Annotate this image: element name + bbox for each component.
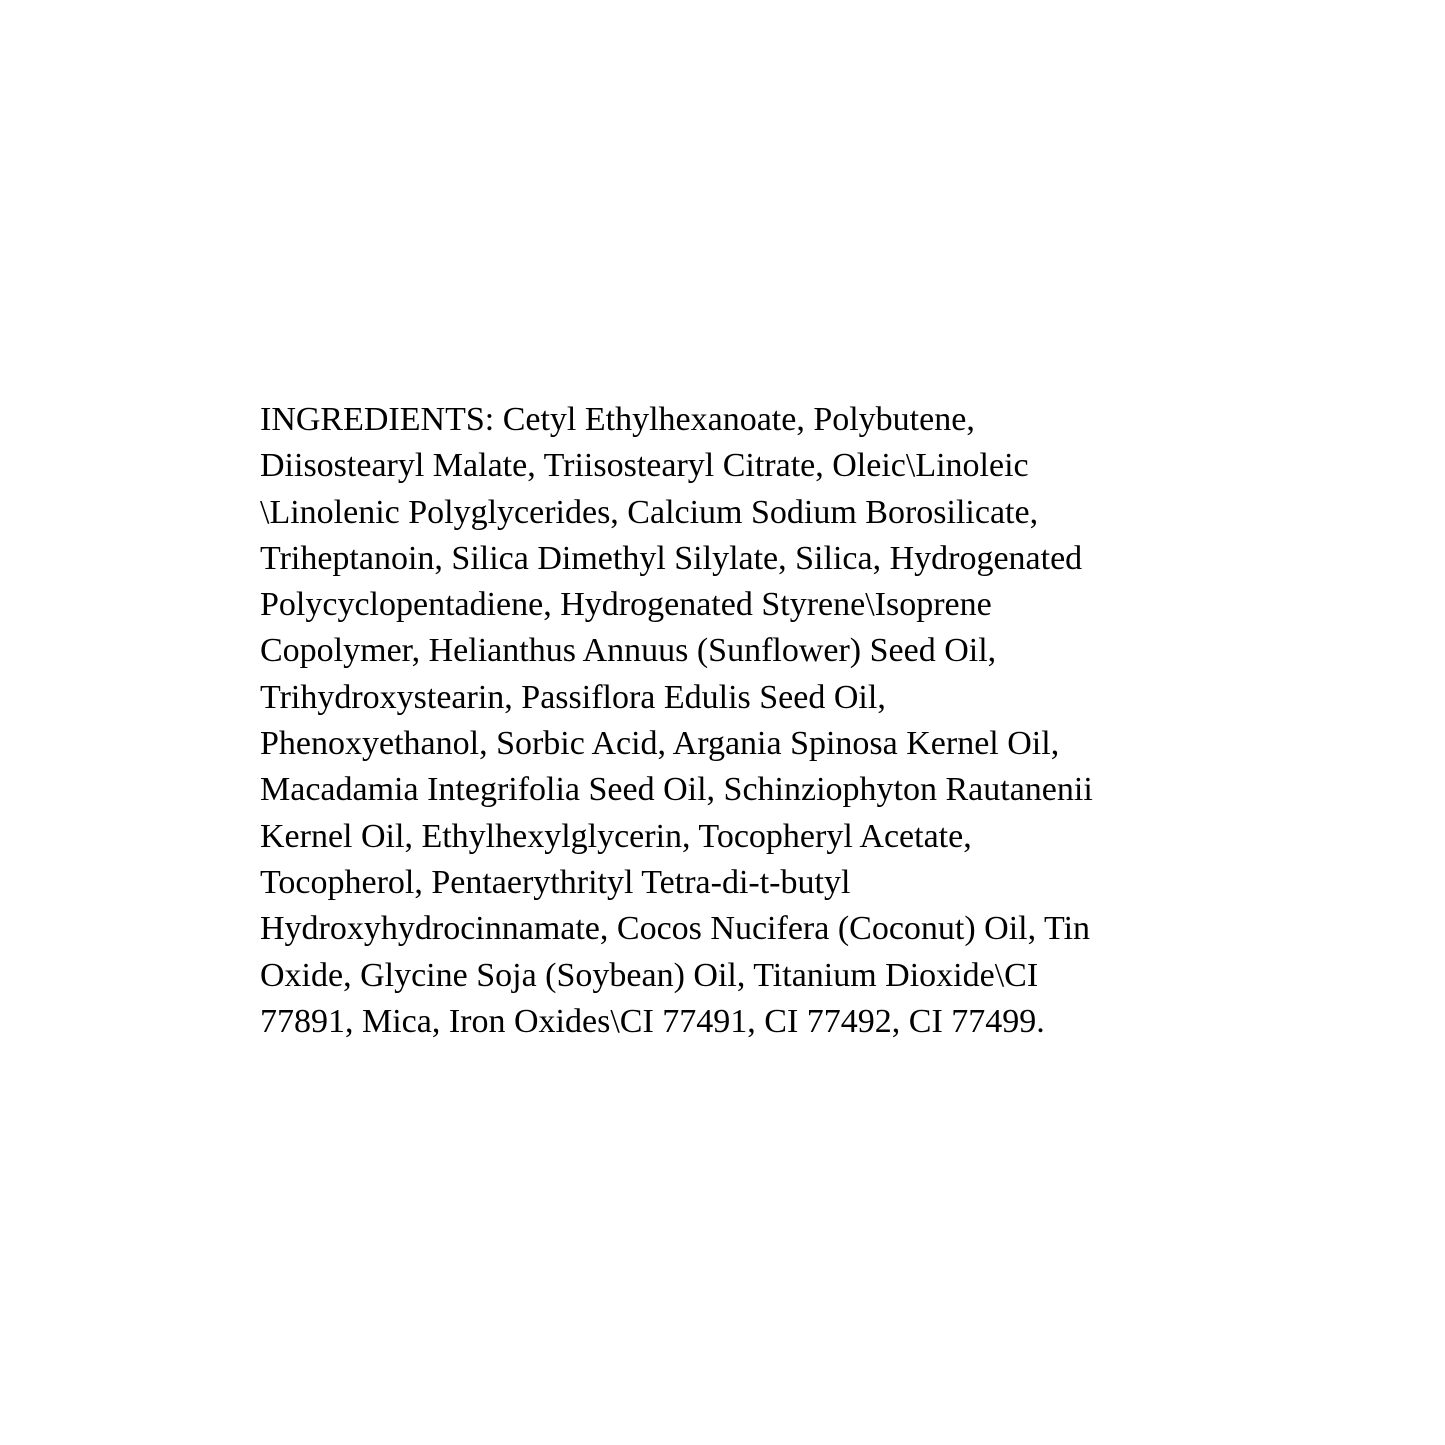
ingredients-line: Diisostearyl Malate, Triisostearyl Citrate, Oleic\Linoleic <box>260 447 1029 485</box>
ingredients-line: \Linolenic Polyglycerides, Calcium Sodium Borosilicate, <box>260 493 1039 531</box>
ingredients-line: Oxide, Glycine Soja (Soybean) Oil, Titanium Dioxide\CI <box>260 956 1039 994</box>
ingredients-line: Copolymer, Helianthus Annuus (Sunflower) Seed Oil, <box>260 632 997 670</box>
ingredients-line: Phenoxyethanol, Sorbic Acid, Argania Spinosa Kernel Oil, <box>260 725 1060 763</box>
ingredients-line: Macadamia Integrifolia Seed Oil, Schinziophyton Rautanenii <box>260 771 1093 809</box>
ingredients-line: Kernel Oil, Ethylhexylglycerin, Tocopheryl Acetate, <box>260 817 972 855</box>
ingredients-line: Triheptanoin, Silica Dimethyl Silylate, Silica, Hydrogenated <box>260 539 1083 577</box>
ingredients-line: Polycyclopentadiene, Hydrogenated Styrene\Isoprene <box>260 586 992 624</box>
ingredients-line: Trihydroxystearin, Passiflora Edulis Seed Oil, <box>260 678 886 716</box>
ingredients-line: Hydroxyhydrocinnamate, Cocos Nucifera (Coconut) Oil, Tin <box>260 910 1091 948</box>
ingredients-line: 77891, Mica, Iron Oxides\CI 77491, CI 77492, CI 77499. <box>260 1002 1045 1040</box>
ingredients-line: INGREDIENTS: Cetyl Ethylhexanoate, Polybutene, <box>260 401 975 438</box>
ingredients-list <box>260 397 1220 1045</box>
ingredients-line: Tocopherol, Pentaerythrityl Tetra-di-t-butyl <box>260 863 851 901</box>
